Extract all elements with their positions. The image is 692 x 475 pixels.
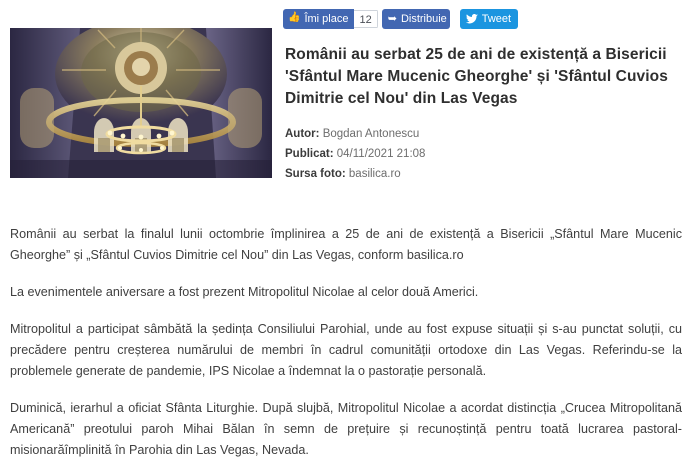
thumbs-up-icon: 👍 [288,12,301,23]
article-body [10,224,682,461]
article-paragraph: Duminică, ierarhul a oficiat Sfânta Liturghie. După slujbă, Mitropolitul Nicolae a acordat distincția „Crucea Mitropolitană Americană” preotului paroh Mihai Bălan în semn de prețuire și recunoștință pentru toată lucrarea pastoral-misionarăîmplinită în Parohia din Las Vegas, Nevada. [10,401,682,457]
article-head [285,44,682,184]
photo-source-value: basilica.ro [348,168,401,180]
article-meta [285,124,682,184]
article-photo [10,28,272,178]
twitter-tweet-label: Tweet [481,13,512,25]
meta-photo-source-row [285,164,682,184]
facebook-like-label: Îmi place [304,13,349,25]
facebook-like-widget[interactable] [283,9,378,29]
article-header [10,28,682,188]
twitter-bird-icon [466,14,478,24]
facebook-share-label: Distribuie [400,13,447,25]
author-value: Bogdan Antonescu [322,128,420,140]
published-value: 04/11/2021 21:08 [336,148,426,160]
article-title: Românii au serbat 25 de ani de existență a Bisericii 'Sfântul Mare Mucenic Gheorghe' și 'Sfântul Cuvios Dimitrie cel Nou' din Las Vegas [285,46,668,107]
facebook-share-button[interactable] [382,9,450,29]
meta-author-row [285,124,682,144]
article-paragraph: Românii au serbat la finalul lunii octombrie împlinirea a 25 de ani de existență a Bisericii „Sfântul Mare Mucenic Gheorghe” și „Sfântul Cuvios Dimitrie cel Nou” din Las Vegas, conform basilica.ro [10,227,682,262]
article-paragraph: Mitropolitul a participat sâmbătă la ședința Consiliului Parohial, unde au fost expuse situații și s-au punctat soluții, cu precădere pentru creșterea numărului de membri în cadrul comunității ortodoxe din Las Vegas. Referindu-se la problemele generate de pandemie, IPS Nicolae a îndemnat la o pastorație personală. [10,322,682,378]
facebook-like-button[interactable] [283,9,354,29]
facebook-like-count: 12 [354,10,377,28]
share-icon: ➥ [387,13,397,25]
published-label: Publicat: [285,148,334,160]
social-share-bar [283,8,518,30]
meta-published-row [285,144,682,164]
author-label: Autor: [285,128,320,140]
twitter-tweet-button[interactable] [460,9,518,29]
article-paragraph: La evenimentele aniversare a fost prezent Mitropolitul Nicolae al celor două Americi. [10,285,479,299]
photo-source-label: Sursa foto: [285,168,346,180]
